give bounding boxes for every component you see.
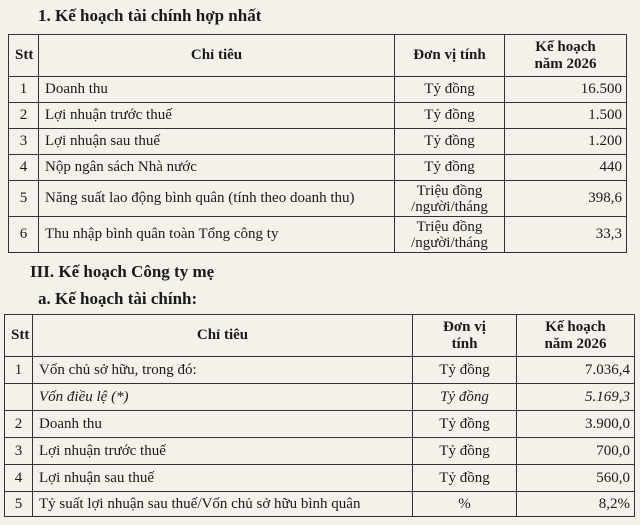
row-stt: 3 bbox=[9, 129, 39, 155]
header-unit bbox=[413, 315, 517, 357]
row-stt: 5 bbox=[9, 181, 39, 217]
section-3-subtitle: a. Kế hoạch tài chính: bbox=[38, 289, 198, 308]
row-stt: 6 bbox=[9, 217, 39, 253]
row-stt: 5 bbox=[5, 492, 33, 517]
row-value: 398,6 bbox=[505, 181, 627, 217]
row-unit: Tỷ đồng bbox=[413, 438, 517, 465]
section-1-title: 1. Kế hoạch tài chính hợp nhất bbox=[38, 6, 262, 25]
row-unit bbox=[395, 181, 505, 217]
row-value: 7.036,4 bbox=[517, 357, 635, 384]
header-plan-line1: Kế hoạch bbox=[535, 38, 596, 55]
row-unit: Tỷ đồng bbox=[413, 357, 517, 384]
row-unit: % bbox=[413, 492, 517, 517]
row-indicator: Thu nhập bình quân toàn Tổng công ty bbox=[39, 217, 395, 253]
row-stt: 1 bbox=[5, 357, 33, 384]
row-value: 700,0 bbox=[517, 438, 635, 465]
header-unit: Đơn vị tính bbox=[395, 35, 505, 77]
table-row bbox=[5, 465, 635, 492]
row-indicator: Tỷ suất lợi nhuận sau thuế/Vốn chủ sở hữu bình quân bbox=[33, 492, 413, 517]
table-row bbox=[9, 103, 627, 129]
row-indicator: Doanh thu bbox=[39, 77, 395, 103]
row-indicator: Năng suất lao động bình quân (tính theo doanh thu) bbox=[39, 181, 395, 217]
row-unit-line1: Triệu đồng bbox=[416, 218, 483, 235]
row-stt: 4 bbox=[5, 465, 33, 492]
row-unit: Tỷ đồng bbox=[413, 411, 517, 438]
row-indicator: Lợi nhuận trước thuế bbox=[39, 103, 395, 129]
row-unit: Tỷ đồng bbox=[395, 129, 505, 155]
row-value: 33,3 bbox=[505, 217, 627, 253]
table-row bbox=[5, 411, 635, 438]
row-value: 3.900,0 bbox=[517, 411, 635, 438]
row-indicator: Vốn điều lệ (*) bbox=[33, 384, 413, 411]
parent-company-financial-plan-table bbox=[4, 314, 635, 517]
header-unit-line1: Đơn vị bbox=[443, 318, 486, 335]
row-indicator: Doanh thu bbox=[33, 411, 413, 438]
row-indicator: Lợi nhuận sau thuế bbox=[39, 129, 395, 155]
header-plan bbox=[505, 35, 627, 77]
table-row bbox=[9, 77, 627, 103]
row-stt: 2 bbox=[9, 103, 39, 129]
row-unit: Tỷ đồng bbox=[395, 77, 505, 103]
row-value: 1.500 bbox=[505, 103, 627, 129]
table-row bbox=[5, 492, 635, 517]
row-unit: Tỷ đồng bbox=[395, 155, 505, 181]
row-unit-line2: /người/tháng bbox=[411, 234, 488, 251]
table-row bbox=[9, 217, 627, 253]
table-row bbox=[9, 155, 627, 181]
header-indicator: Chỉ tiêu bbox=[39, 35, 395, 77]
row-value: 8,2% bbox=[517, 492, 635, 517]
header-plan-line2: năm 2026 bbox=[534, 55, 597, 72]
row-unit-line1: Triệu đồng bbox=[416, 182, 483, 199]
row-indicator: Lợi nhuận trước thuế bbox=[33, 438, 413, 465]
table-row bbox=[5, 384, 635, 411]
header-plan-line1: Kế hoạch bbox=[545, 318, 606, 335]
row-value: 440 bbox=[505, 155, 627, 181]
header-stt: Stt bbox=[5, 315, 33, 357]
row-stt: 3 bbox=[5, 438, 33, 465]
header-indicator: Chỉ tiêu bbox=[33, 315, 413, 357]
row-indicator: Vốn chủ sở hữu, trong đó: bbox=[33, 357, 413, 384]
header-plan-line2: năm 2026 bbox=[544, 335, 607, 352]
header-stt: Stt bbox=[9, 35, 39, 77]
row-unit bbox=[395, 217, 505, 253]
section-3-title: III. Kế hoạch Công ty mẹ bbox=[30, 262, 215, 281]
row-stt bbox=[5, 384, 33, 411]
table-row bbox=[9, 181, 627, 217]
table-row bbox=[5, 438, 635, 465]
row-stt: 2 bbox=[5, 411, 33, 438]
row-indicator: Lợi nhuận sau thuế bbox=[33, 465, 413, 492]
row-stt: 4 bbox=[9, 155, 39, 181]
row-stt: 1 bbox=[9, 77, 39, 103]
table-row bbox=[5, 357, 635, 384]
row-indicator: Nộp ngân sách Nhà nước bbox=[39, 155, 395, 181]
row-value: 1.200 bbox=[505, 129, 627, 155]
row-unit: Tỷ đồng bbox=[413, 465, 517, 492]
row-unit: Tỷ đồng bbox=[413, 384, 517, 411]
consolidated-financial-plan-table bbox=[8, 34, 627, 253]
row-value: 5.169,3 bbox=[517, 384, 635, 411]
header-unit-line2: tính bbox=[451, 335, 478, 352]
table-row bbox=[9, 129, 627, 155]
header-plan bbox=[517, 315, 635, 357]
row-unit-line2: /người/tháng bbox=[411, 198, 488, 215]
row-value: 560,0 bbox=[517, 465, 635, 492]
row-unit: Tỷ đồng bbox=[395, 103, 505, 129]
row-value: 16.500 bbox=[505, 77, 627, 103]
